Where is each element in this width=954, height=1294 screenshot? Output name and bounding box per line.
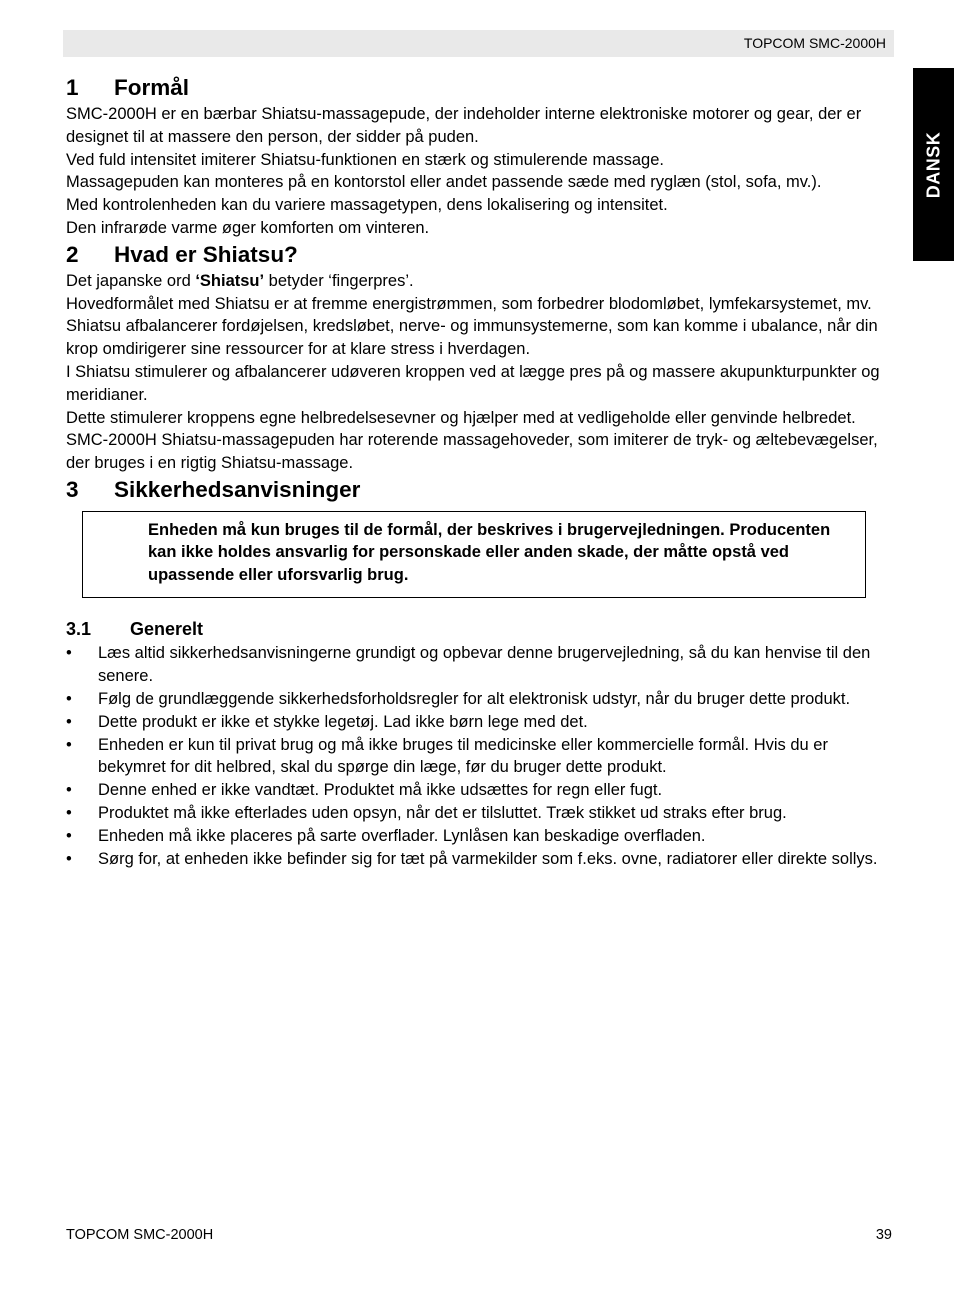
language-tab [913,68,954,261]
bullet: • [66,804,72,823]
intro-text: Det japanske ord [66,271,196,290]
section-title: Hvad er Shiatsu? [114,241,298,267]
list-item [66,734,894,780]
section-title: Formål [114,75,190,100]
bullet: • [66,735,72,754]
header-title: TOPCOM SMC-2000H [743,35,886,51]
section-3-heading [66,475,894,505]
bullet: • [66,690,72,709]
list-item-text: Enheden er kun til privat brug og må ikke bruges til medicinske eller kommercielle formål. Hvis du er bekymret for dit helbred, skal du spørge din læge, før du bruger dette produkt. [98,735,828,777]
subsection-number: 3.1 [66,619,92,640]
subsection-3-1-heading [66,618,894,640]
section-title: Sikkerhedsanvisninger [114,476,361,502]
list-item-text: Enheden må ikke placeres på sarte overflader. Lynlåsen kan beskadige overfladen. [98,826,706,845]
list-item-text: Følg de grundlæggende sikkerhedsforholdsregler for alt elektronisk udstyr, når du bruger dette produkt. [98,690,851,709]
bullet: • [66,644,72,663]
list-item [66,688,894,711]
safety-list [66,642,894,870]
paragraph: Den infrarøde varme øger komforten om vinteren. [66,218,430,237]
list-item [66,642,894,688]
paragraph: Ved fuld intensitet imiterer Shiatsu-funktionen en stærk og stimulerende massage. [66,150,664,169]
section-number: 1 [66,75,79,100]
bullet: • [66,849,72,868]
page-content [66,73,894,870]
intro-text: betyder ‘fingerpres’. [264,271,414,290]
paragraph: Med kontrolenheden kan du variere massagetypen, dens lokalisering og intensitet. [66,196,668,215]
list-item [66,802,894,825]
list-item [66,848,894,871]
paragraph: Hovedformålet med Shiatsu er at fremme energistrømmen, som forbedrer blodomløbet, lymfekarsystemet, mv. Shiatsu afbalancerer fordøjelsen, kredsløbet, nerve- og immunsystemerne, som kan komme i ubalance, når din krop omdirigerer sine ressourcer for at klare stress i hverdagen. [66,294,878,359]
paragraph: SMC-2000H Shiatsu-massagepuden har roterende massagehoveder, som imiterer de tryk- og æltebevægelser, der bruges i en rigtig Shiatsu-massage. [66,431,878,473]
paragraph: I Shiatsu stimulerer og afbalancerer udøveren kroppen ved at lægge pres på og massere akupunkturpunkter og meridianer. [66,362,880,404]
paragraph-intro [66,270,894,293]
list-item-text: Dette produkt er ikke et stykke legetøj. Lad ikke børn lege med det. [98,712,588,731]
bullet: • [66,826,72,845]
section-2-heading [66,240,894,270]
paragraph: Massagepuden kan monteres på en kontorstol eller andet passende sæde med ryglæn (stol, sofa, mv.). [66,173,822,192]
list-item [66,711,894,734]
list-item-text: Produktet må ikke efterlades uden opsyn, når det er tilsluttet. Træk stikket ud straks efter brug. [98,804,787,823]
section-number: 2 [66,241,79,267]
page-header [63,30,894,57]
list-item [66,779,894,802]
bullet: • [66,712,72,731]
warning-box: Enheden må kun bruges til de formål, der beskrives i brugervejledningen. Producenten kan ikke holdes ansvarlig for personskade eller anden skade, der måtte opstå ved upassende eller uforsvarlig brug. [82,511,866,599]
list-item-text: Læs altid sikkerhedsanvisningerne grundigt og opbevar denne brugervejledning, så du kan henvise til den senere. [98,644,871,686]
footer-title: TOPCOM SMC-2000H [66,1227,214,1243]
bullet: • [66,781,72,800]
section-1-heading [66,73,894,103]
subsection-title: Generelt [130,619,204,640]
page-number: 39 [875,1227,892,1243]
list-item-text: Denne enhed er ikke vandtæt. Produktet må ikke udsættes for regn eller fugt. [98,781,663,800]
paragraph: Dette stimulerer kroppens egne helbredelsesevner og hjælper med at vedligeholde eller genvinde helbredet. [66,408,856,427]
list-item-text: Sørg for, at enheden ikke befinder sig for tæt på varmekilder som f.eks. ovne, radiatorer eller direkte sollys. [98,849,878,868]
section-number: 3 [66,476,79,502]
intro-term: ‘Shiatsu’ [195,271,265,290]
paragraph: SMC-2000H er en bærbar Shiatsu-massagepude, der indeholder interne elektroniske motorer og gear, der er designet til at massere den person, der sidder på puden. [66,105,862,146]
list-item [66,825,894,848]
language-tab-label: DANSK [923,131,943,198]
